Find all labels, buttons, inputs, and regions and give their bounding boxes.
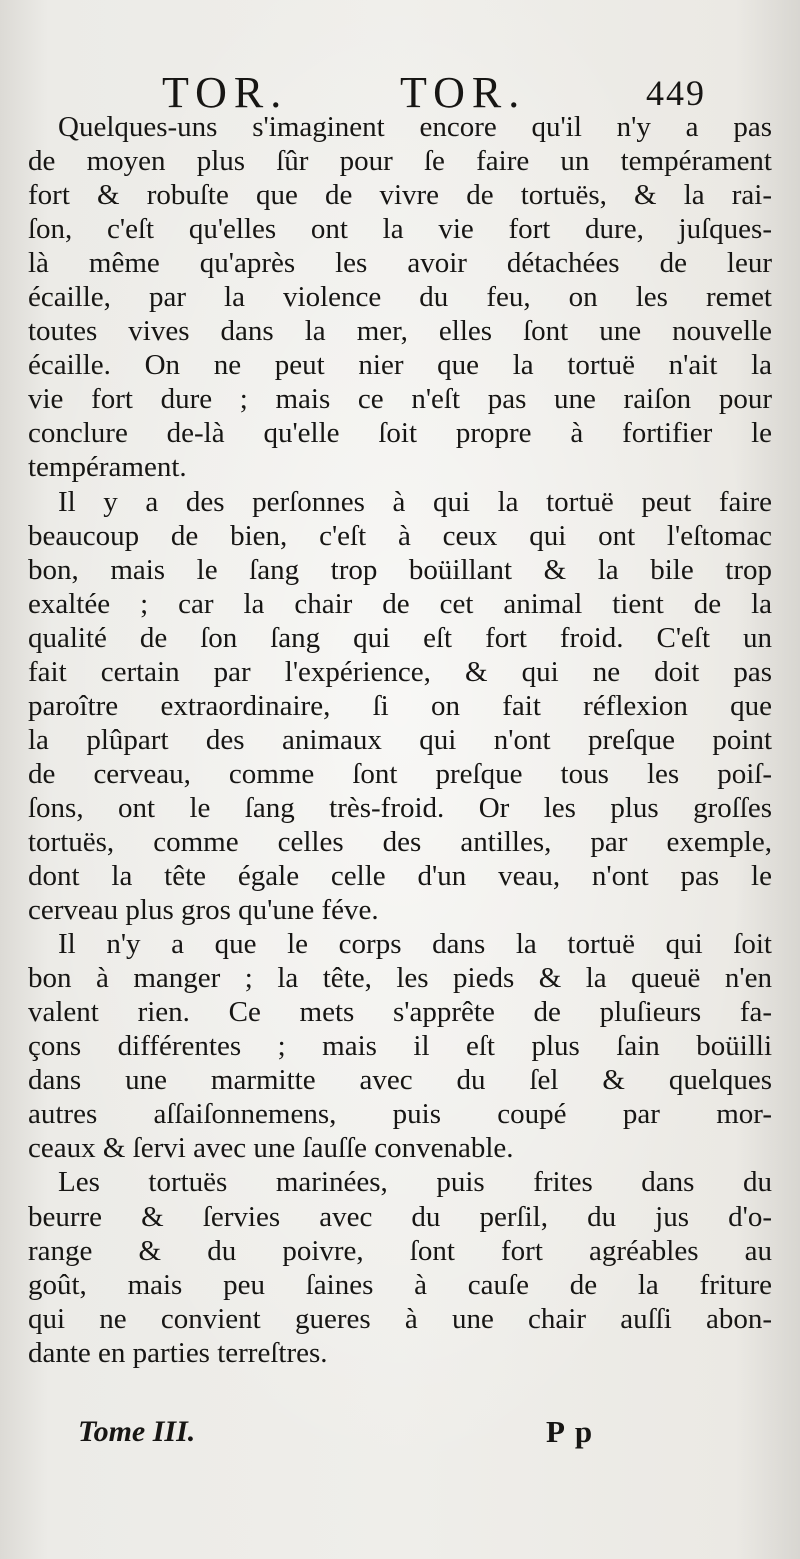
text-line-19: la plûpart des animaux qui n'ont preſque point — [28, 723, 772, 756]
running-head-center: TOR. — [400, 68, 527, 117]
body-text — [28, 110, 772, 1370]
text-line-5: là même qu'après les avoir détachées de leur — [28, 247, 772, 280]
text-line-16: qualité de ſon ſang qui eſt fort froid. C'eſt un — [28, 621, 772, 654]
text-line-12: Il y a des perſonnes à qui la tortuë peut faire — [58, 485, 772, 518]
text-line-6: écaille, par la violence du feu, on les remet — [28, 281, 772, 314]
text-line-4: ſon, c'eſt qu'elles ont la vie fort dure, juſques- — [28, 213, 772, 246]
text-line-14: bon, mais le ſang trop boüillant & la bile trop — [28, 553, 772, 586]
text-line-7: toutes vives dans la mer, elles ſont une nouvelle — [28, 315, 772, 348]
text-line-35: goût, mais peu ſaines à cauſe de la friture — [28, 1268, 772, 1301]
text-line-25: Il n'y a que le corps dans la tortuë qui ſoit — [58, 928, 772, 961]
text-line-30: autres aſſaiſonnemens, puis coupé par mor- — [28, 1098, 772, 1131]
text-line-10: conclure de-là qu'elle ſoit propre à fortifier le — [28, 417, 772, 450]
text-line-3: fort & robuſte que de vivre de tortuës, & la rai- — [28, 179, 772, 212]
text-line-28: çons différentes ; mais il eſt plus ſain boüilli — [28, 1030, 772, 1063]
text-line-27: valent rien. Ce mets s'apprête de pluſieurs fa- — [28, 996, 772, 1029]
page-number: 449 — [646, 73, 706, 113]
text-line-23: dont la tête égale celle d'un veau, n'ont pas le — [28, 860, 772, 893]
text-line-20: de cerveau, comme ſont preſque tous les poiſ- — [28, 757, 772, 790]
signature-mark: Pp — [546, 1414, 603, 1449]
text-line-13: beaucoup de bien, c'eſt à ceux qui ont l'eſtomac — [28, 519, 772, 552]
volume-label: Tome III. — [78, 1415, 196, 1448]
running-head-left: TOR. — [162, 68, 289, 117]
text-line-31: ceaux & ſervi avec une ſauſſe convenable. — [28, 1132, 514, 1165]
text-line-21: ſons, ont le ſang très-froid. Or les plus groſſes — [28, 791, 772, 824]
page-footer — [0, 1410, 800, 1454]
text-line-15: exaltée ; car la chair de cet animal tient de la — [28, 587, 772, 620]
text-line-18: paroître extraordinaire, ſi on fait réflexion que — [28, 689, 772, 722]
text-line-17: fait certain par l'expérience, & qui ne doit pas — [28, 655, 772, 688]
text-line-8: écaille. On ne peut nier que la tortuë n'ait la — [28, 349, 772, 382]
text-line-34: range & du poivre, ſont fort agréables au — [28, 1234, 772, 1267]
text-line-24: cerveau plus gros qu'une féve. — [28, 894, 379, 927]
text-line-11: tempérament. — [28, 451, 187, 484]
text-line-29: dans une marmitte avec du ſel & quelques — [28, 1064, 772, 1097]
text-line-33: beurre & ſervies avec du perſil, du jus d'o- — [28, 1200, 772, 1233]
text-line-37: dante en parties terreſtres. — [28, 1336, 328, 1369]
text-line-22: tortuës, comme celles des antilles, par exemple, — [28, 825, 772, 858]
text-line-9: vie fort dure ; mais ce n'eſt pas une raiſon pour — [28, 383, 772, 416]
text-line-36: qui ne convient gueres à une chair auſſi abon- — [28, 1302, 772, 1335]
text-line-2: de moyen plus ſûr pour ſe faire un tempérament — [28, 145, 772, 178]
text-line-1: Quelques-uns s'imaginent encore qu'il n'y a pas — [58, 111, 772, 143]
text-line-26: bon à manger ; la tête, les pieds & la queuë n'en — [28, 962, 772, 995]
text-line-32: Les tortuës marinées, puis frites dans du — [58, 1166, 772, 1199]
